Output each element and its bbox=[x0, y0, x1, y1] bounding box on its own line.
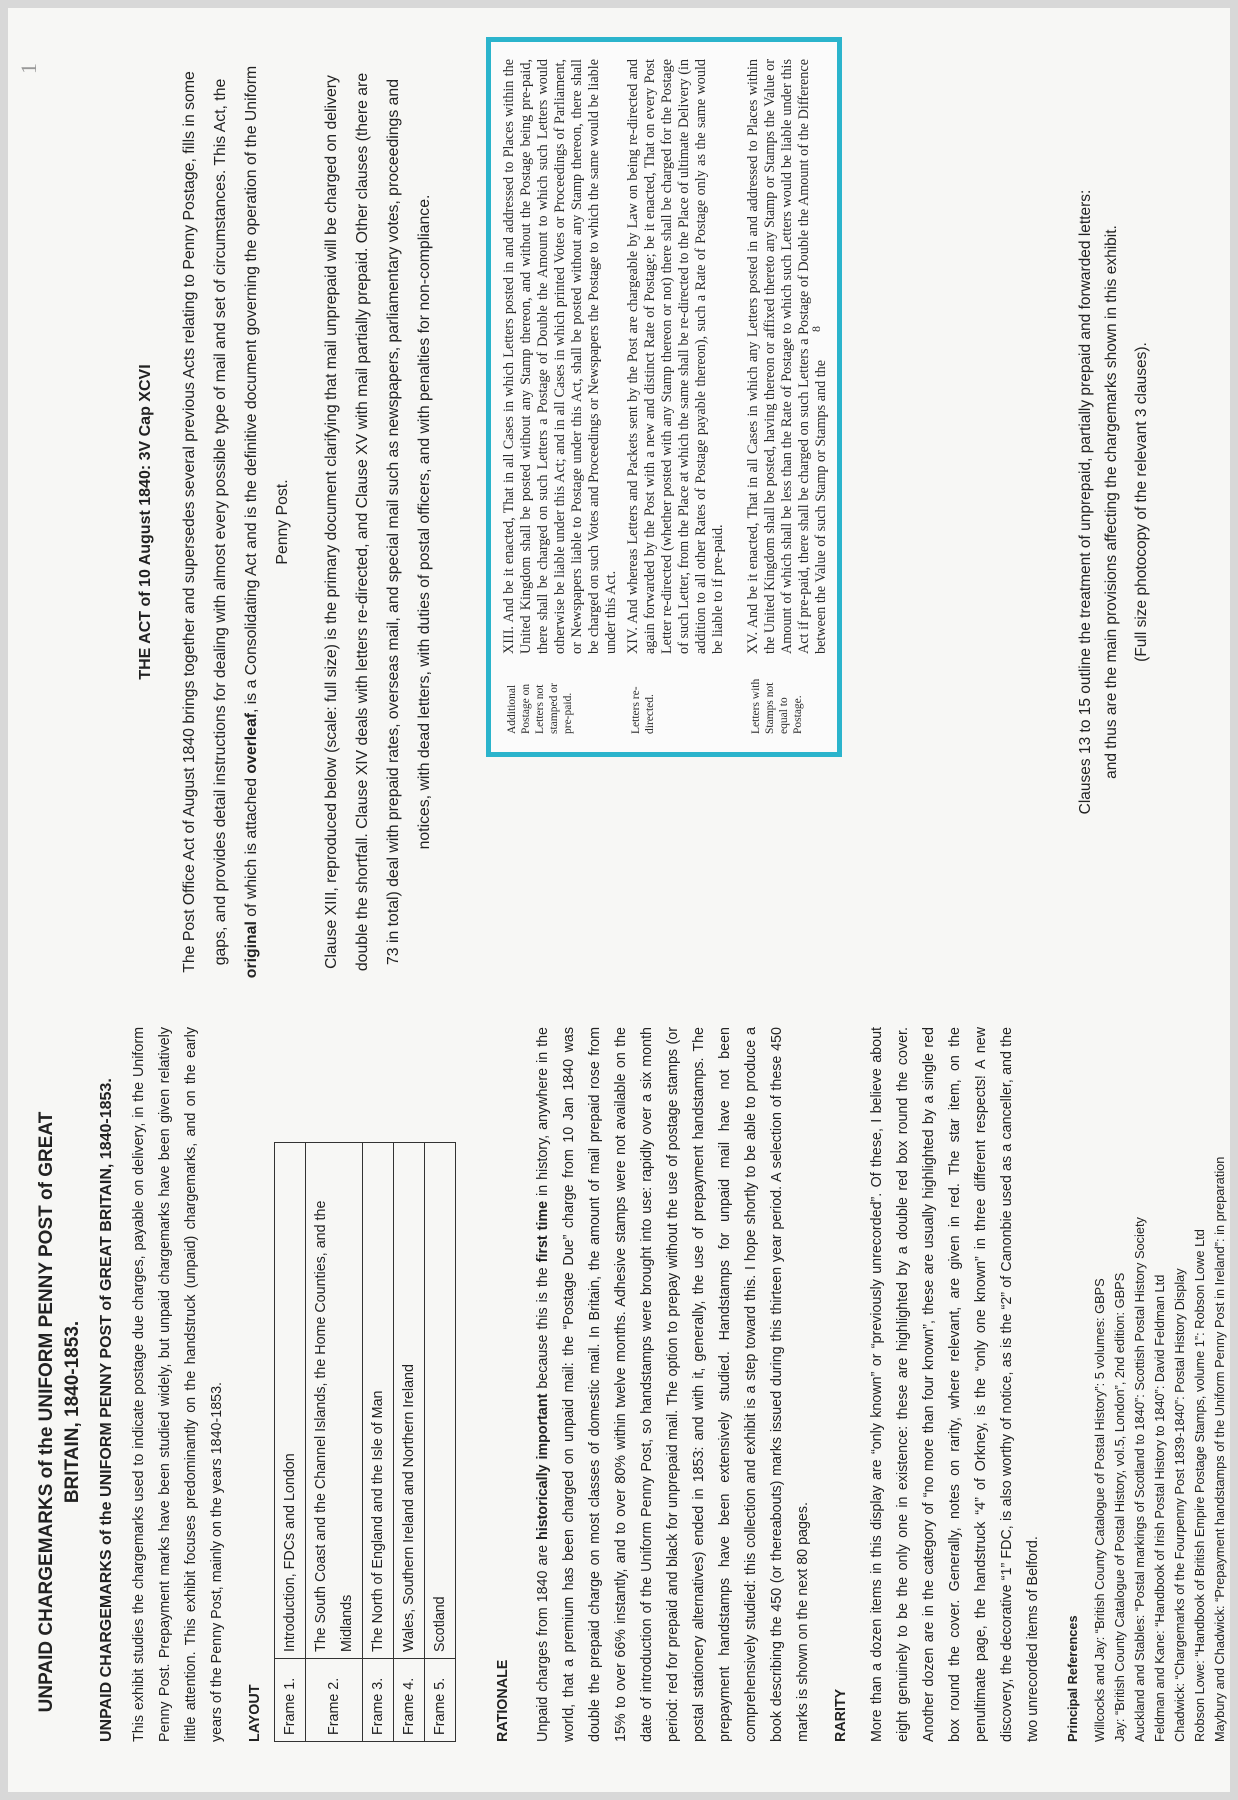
act-text: of which is attached bbox=[243, 773, 260, 922]
table-row bbox=[275, 1143, 306, 1742]
clauses-paragraph: Clause XIII, reproduced below (scale: full size) is the primary document clarifying that mail unprepaid will be charged on delivery double the shortfall. Clause XIV deals with letters re-directed, and Clause XV with mail partially prepaid. Other clauses (there are 73 in total) deal with prepaid rates, overseas mail, and special mail such as newspapers, parliamentary votes, proceedings and notices, with dead letters, with duties of postal officers, and with penalties for non-compliance. bbox=[323, 72, 433, 972]
left-column bbox=[94, 1027, 1230, 1742]
act-text: , is a Consolidating Act and is the definitive document governing the operation of the Uniform Penny Post. bbox=[243, 65, 291, 713]
references-list bbox=[1090, 1027, 1230, 1742]
exhibit-sheet bbox=[8, 8, 1230, 1792]
act-text: The Post Office Act of August 1840 brings together and supersedes several previous Acts relating to Penny Postage, fills in some gaps, and provides detail instructions for dealing with almost every possible type of mail and set of circumstances. This Act, the bbox=[181, 71, 229, 973]
clause-15: XV. And be it enacted, That in all Cases in which any Letters posted in and addressed to Places within the United Kingdom shall be posted, having thereon or affixed thereto any Stamp or Stamps the Value or Amount of which shall be less than the Rate of Postage to which such Letters would be liable under this Act if pre-paid, there shall be charged on such Letters a Postage of Double the Amount of the Difference between the Value of such Stamp or Stamps and the bbox=[745, 59, 829, 654]
rarity-paragraph: More than a dozen items in this display are “only known” or “previously unrecorded”. Of these, I believe about eight genuinely to be the only one in existence: these are highlighted by a double red box round the cover. Another dozen are in the category of “no more than four known”, these are usually highlighted by a single red box round the cover. Generally, notes on rarity, where relevant, are given in red. The star item, on the penultimate page, the handstruck “4” of Orkney, is the “only one known” in three different respects! A new discovery, the decorative “1” FDC, is also worthy of notice, as is the “2” of Canonbie used as a canceller, and the two unrecorded items of Belford. bbox=[869, 1027, 1041, 1742]
reference-item: Willcocks and Jay: “British County Catalogue of Postal History”: 5 volumes: GBPS bbox=[1092, 1278, 1107, 1742]
frame-cell: Frame 2. bbox=[306, 1659, 363, 1742]
reference-item: Jay: “British County Catalogue of Postal History, vol.5, London”, 2nd edition: GBPS bbox=[1112, 1272, 1127, 1742]
clause-13: XIII. And be it enacted, That in all Cases in which Letters posted in and addressed to Places within the United Kingdom shall be posted without any Stamp thereon, and without the Postage being pre-paid, there shall be charged on such Letters a Postage of Double the Amount to which such Letters would otherwise be liable under this Act; and in all Cases in which printed Votes or Proceedings of Parliament, or Newspapers liable to Postage under this Act, shall be posted without any Stamp thereon, there shall be charged on such Votes and Proceedings or Newspapers the Postage to which the same would be liable under this Act. bbox=[501, 59, 619, 654]
clauses-note-line: (Full size photocopy of the relevant 3 clauses). bbox=[1133, 342, 1150, 662]
reference-item: Robson Lowe: “Handbook of British Empire Postage Stamps, volume 1”: Robson Lowe Ltd bbox=[1192, 1229, 1207, 1742]
rationale-paragraph bbox=[530, 1027, 816, 1742]
reference-item: Chadwick: “Chargemarks of the Fourpenny Post 1839-1840”: Postal History Display bbox=[1172, 1268, 1187, 1742]
rarity-heading: RARITY bbox=[833, 1688, 849, 1742]
act-paragraph bbox=[174, 62, 298, 982]
act-emphasis: original bbox=[243, 921, 260, 979]
exhibit-heading: UNPAID CHARGEMARKS of the UNIFORM PENNY POST of GREAT BRITAIN, 1840-1853. bbox=[98, 1078, 115, 1742]
clause-14: XIV. And whereas Letters and Packets sent by the Post are chargeable by Law on being re-directed and again forwarded by the Post with a new and distinct Rate of Postage; be it enacted, That on every Post Letter re-directed (whether posted with any Stamp thereon or not) there shall be charged for the Postage of such Letter, from the Place at which the same shall be re-directed to the Place of ultimate Delivery (in addition to all other Rates of Postage payable thereon), such a Rate of Postage only as the same would be liable to if pre-paid. bbox=[625, 59, 726, 654]
clauses-note-line: and thus are the main provisions affecting the chargemarks shown in this exhibit. bbox=[1103, 225, 1120, 779]
frame-desc-cell: The South Coast and the Channel Islands, the Home Counties, and the Midlands bbox=[306, 1143, 363, 1659]
margin-note: Letters with Stamps not equal to Postage. bbox=[750, 678, 804, 734]
frame-desc-cell: Wales, Southern Ireland and Northern Ireland bbox=[394, 1143, 425, 1659]
margin-note: Additional Postage on Letters not stamped or pre-paid. bbox=[506, 683, 574, 734]
reference-item: Auckland and Stables: “Postal markings of Scotland to 1840”: Scottish Postal History Society bbox=[1132, 1217, 1147, 1742]
reference-item: Maybury and Chadwick: “Prepayment handstamps of the Uniform Penny Post in Ireland”: in preparation bbox=[1212, 1156, 1227, 1742]
act-photocopy bbox=[486, 37, 842, 757]
page-mark: 1 bbox=[16, 63, 41, 74]
act-title: THE ACT of 10 August 1840: 3V Cap XCVI bbox=[137, 364, 154, 680]
layout-table bbox=[274, 1142, 456, 1742]
frame-cell: Frame 1. bbox=[275, 1659, 306, 1742]
rationale-text: because this is the bbox=[535, 1262, 551, 1394]
table-row bbox=[394, 1143, 425, 1742]
table-row bbox=[425, 1143, 456, 1742]
table-row bbox=[363, 1143, 394, 1742]
clauses-note-line: Clauses 13 to 15 outline the treatment of unprepaid, partially prepaid and forwarded letters: bbox=[1077, 189, 1094, 815]
clauses-note bbox=[1073, 72, 1155, 932]
margin-note: Letters re-directed. bbox=[630, 686, 656, 734]
page-title: UNPAID CHARGEMARKS of the UNIFORM PENNY POST of GREAT BRITAIN, 1840-1853. bbox=[36, 1111, 83, 1713]
rationale-text: Unpaid charges from 1840 are bbox=[535, 1539, 551, 1742]
rationale-emphasis: first time bbox=[535, 1200, 551, 1263]
frame-cell: Frame 4. bbox=[394, 1659, 425, 1742]
frame-cell: Frame 3. bbox=[363, 1659, 394, 1742]
frame-desc-cell: Scotland bbox=[425, 1143, 456, 1659]
rationale-heading: RATIONALE bbox=[495, 1659, 511, 1742]
frame-desc-cell: Introduction, FDCs and London bbox=[275, 1143, 306, 1659]
page-number: 8 bbox=[809, 326, 823, 332]
intro-paragraph: This exhibit studies the chargemarks used to indicate postage due charges, payable on delivery, in the Uniform Penny Post. Prepayment marks have been studied widely, but unpaid chargemarks have been given relatively little attention. This exhibit focuses predominantly on the handstruck (unpaid) chargemarks, and on the early years of the Penny Post, mainly on the years 1840-1853. bbox=[131, 1027, 225, 1742]
table-row bbox=[306, 1143, 363, 1742]
layout-heading: LAYOUT bbox=[247, 1684, 263, 1742]
rotated-page bbox=[8, 8, 1230, 1792]
frame-desc-cell: The North of England and the Isle of Man bbox=[363, 1143, 394, 1659]
act-emphasis: overleaf bbox=[243, 713, 260, 774]
rationale-text: in history, anywhere in the world, that a premium has been charged on unpaid mail: the “Postage Due” charge from 10 Jan 1840 was double the prepaid charge on most classes of domestic mail. In Britain, the amount of mail prepaid rose from 15% to over 66% instantly, and to over 80% within twelve months. Adhesive stamps were not available on the date of introduction of the Uniform Penny Post, so handstamps were brought into use: rapidly over a six month period: red for prepaid and black for unprepaid mail. The option to prepay without the use of postage stamps (or postal stationery alternatives) ended in 1853: and with it, generally, the use of prepayment handstamps. The prepayment handstamps have been extensively studied. Handstamps for unpaid mail have not been comprehensively studied: this collection and exhibit is a step toward this. I hope shortly to be able to produce a book describing the 450 (or thereabouts) marks issued during this thirteen year period. A selection of these 450 marks is shown on the next 80 pages. bbox=[535, 1027, 811, 1742]
references-heading: Principal References bbox=[1065, 1615, 1080, 1742]
frame-cell: Frame 5. bbox=[425, 1659, 456, 1742]
reference-item: Feldman and Kane: “Handbook of Irish Postal History to 1840”: David Feldman Ltd bbox=[1152, 1274, 1167, 1742]
rationale-emphasis: historically important bbox=[535, 1393, 551, 1540]
